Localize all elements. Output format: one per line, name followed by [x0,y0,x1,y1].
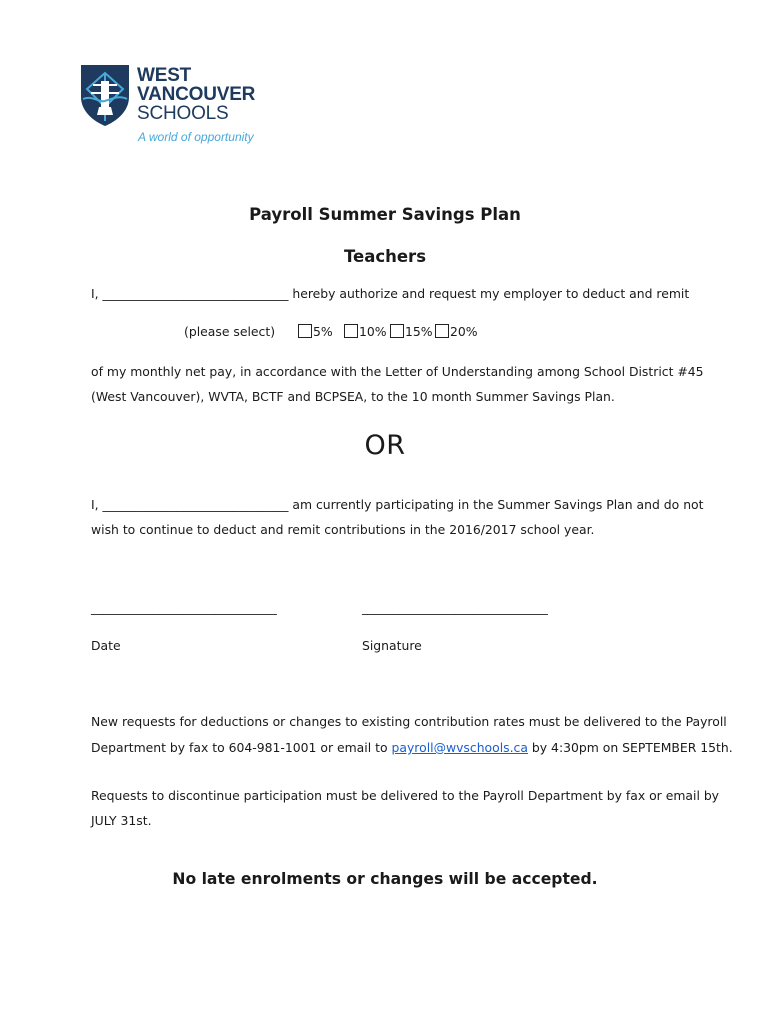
logo-tagline: A world of opportunity [138,130,254,144]
checkbox-20-percent[interactable] [435,324,449,338]
logo-text-schools: SCHOOLS [137,103,229,124]
no-late-enrolments-note: No late enrolments or changes will be accepted. [172,870,598,888]
date-label: Date [91,638,121,653]
checkbox-10-percent[interactable] [344,324,358,338]
name-blank-field[interactable]: ______________________________ [102,286,289,301]
signature-line-field[interactable]: ______________________________ [362,600,548,615]
notice-2-line-2: JULY 31st. [91,813,152,828]
option-15-percent[interactable] [390,324,433,339]
or-divider: OR [364,430,406,461]
option-label: 15% [405,324,433,339]
signature-label: Signature [362,638,422,653]
notice-1-line-2 [91,739,733,757]
discontinue-line-2: wish to continue to deduct and remit contributions in the 2016/2017 school year. [91,522,595,537]
authorize-suffix: hereby authorize and request my employer to deduct and remit [292,286,690,301]
notice-1-line-2-prefix: Department by fax to 604-981-1001 or email to [91,740,388,755]
logo-text-west: WEST [137,65,192,86]
authorize-statement [91,285,689,303]
payroll-email-link[interactable]: payroll@wvschools.ca [391,740,528,755]
notice-1-line-1: New requests for deductions or changes to existing contribution rates must be delivered to the Payroll [91,714,727,729]
date-line-field[interactable]: ______________________________ [91,600,277,615]
document-title: Payroll Summer Savings Plan [249,205,521,224]
notice-2-line-1: Requests to discontinue participation must be delivered to the Payroll Department by fax or email by [91,788,720,803]
option-label: 5% [313,324,333,339]
option-5-percent[interactable] [298,324,333,339]
document-subtitle: Teachers [343,247,427,266]
discontinue-prefix: I, [91,497,99,512]
authorize-prefix: I, [91,286,99,301]
option-20-percent[interactable] [435,324,478,339]
monthly-pay-line-1: of my monthly net pay, in accordance with the Letter of Understanding among School District #45 [91,364,704,379]
checkbox-15-percent[interactable] [390,324,404,338]
logo-text-vancouver: VANCOUVER [137,84,256,105]
notice-1-line-2-suffix: by 4:30pm on SEPTEMBER 15th. [531,740,733,755]
school-district-logo-icon [79,63,131,127]
monthly-pay-line-2: (West Vancouver), WVTA, BCTF and BCPSEA, to the 10 month Summer Savings Plan. [91,389,615,404]
option-label: 10% [359,324,387,339]
option-label: 20% [450,324,478,339]
discontinue-name-blank-field[interactable]: ______________________________ [102,497,289,512]
checkbox-5-percent[interactable] [298,324,312,338]
please-select-label: (please select) [184,324,276,339]
discontinue-suffix: am currently participating in the Summer Savings Plan and do not [292,497,704,512]
option-10-percent[interactable] [344,324,387,339]
discontinue-statement [91,496,704,514]
